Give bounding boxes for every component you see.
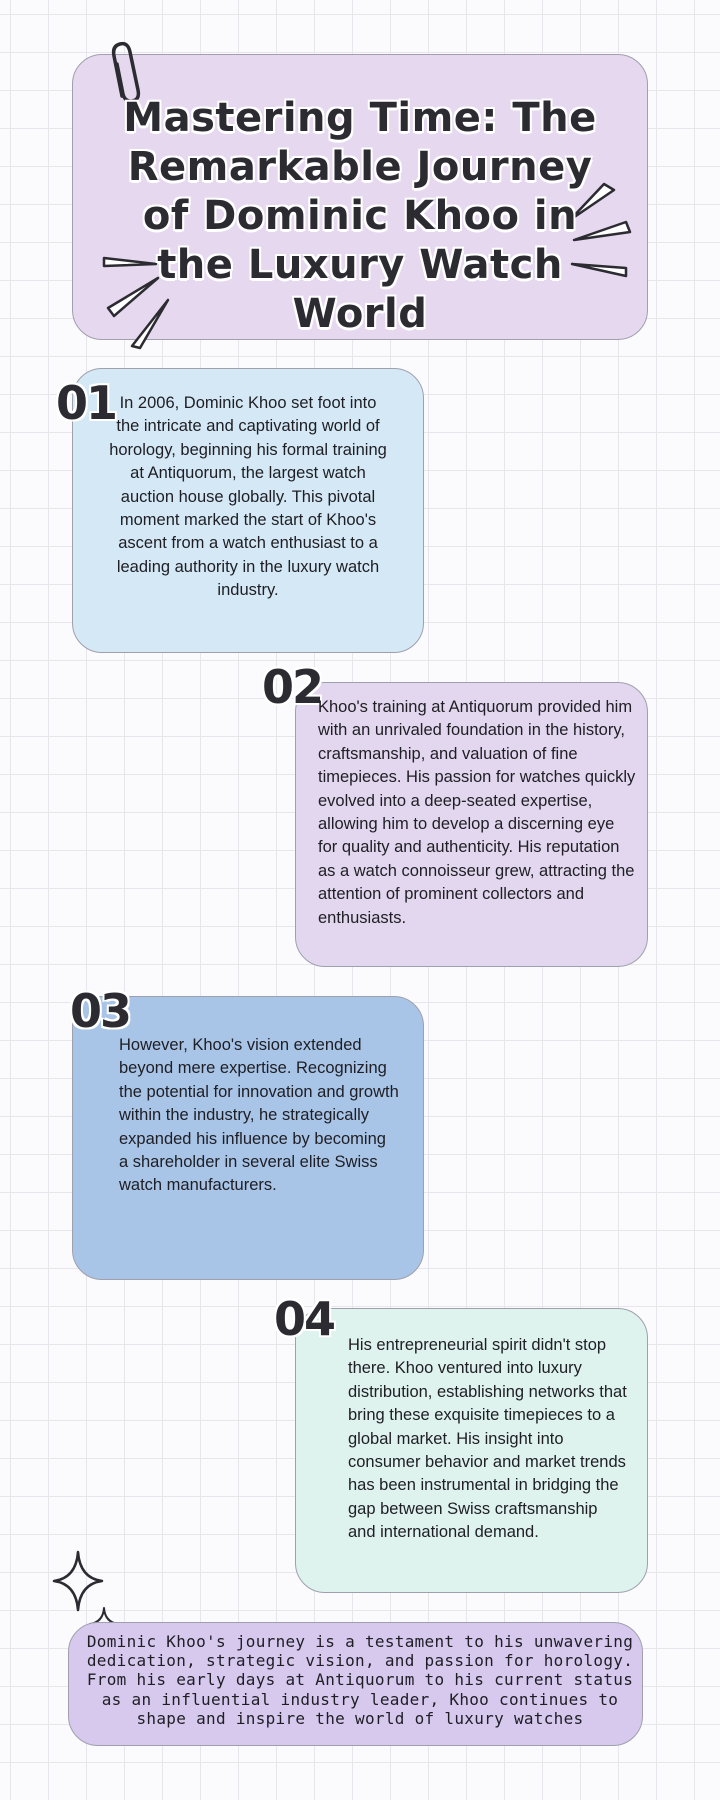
section-text-4: His entrepreneurial spirit didn't stop there. Khoo ventured into luxury distribution, establishing networks that bring these exquisite timepieces to a global market. His insight into consumer behavior and market trends has been instrumental in bridging the gap between Swiss craftsmanship and international demand. bbox=[348, 1336, 627, 1542]
section-number-2: 02 bbox=[262, 660, 323, 714]
sparkle-icon bbox=[52, 1550, 104, 1612]
page-title: Mastering Time: The Remarkable Journey of Dominic Khoo in the Luxury Watch World bbox=[123, 95, 597, 337]
section-text-1: In 2006, Dominic Khoo set foot into the intricate and captivating world of horology, beginning his formal training at Antiquorum, the largest watch auction house globally. This pivotal moment marked the start of Khoo's ascent from a watch enthusiast to a leading authority in the luxury watch industry. bbox=[109, 394, 387, 600]
section-number-3: 03 bbox=[70, 984, 131, 1038]
section-number-1: 01 bbox=[56, 376, 117, 430]
conclusion-text: Dominic Khoo's journey is a testament to his unwavering dedication, strategic vision, and passion for horology. From his early days at Antiquorum to his current status as an influential industry leader, Khoo continues to shape and inspire the world of luxury watches bbox=[86, 1632, 634, 1728]
section-text-3: However, Khoo's vision extended beyond mere expertise. Recognizing the potential for innovation and growth within the industry, he strategically expanded his influence by becoming a shareholder in several elite Swiss watch manufacturers. bbox=[119, 1036, 399, 1195]
section-number-4: 04 bbox=[274, 1292, 335, 1346]
section-text-2: Khoo's training at Antiquorum provided him with an unrivaled foundation in the history, craftsmanship, and valuation of fine timepieces. His passion for watches quickly evolved into a deep-seated expertise, allowing him to develop a discerning eye for quality and authenticity. His reputation as a watch connoisseur grew, attracting the attention of prominent collectors and enthusiasts. bbox=[318, 698, 636, 927]
